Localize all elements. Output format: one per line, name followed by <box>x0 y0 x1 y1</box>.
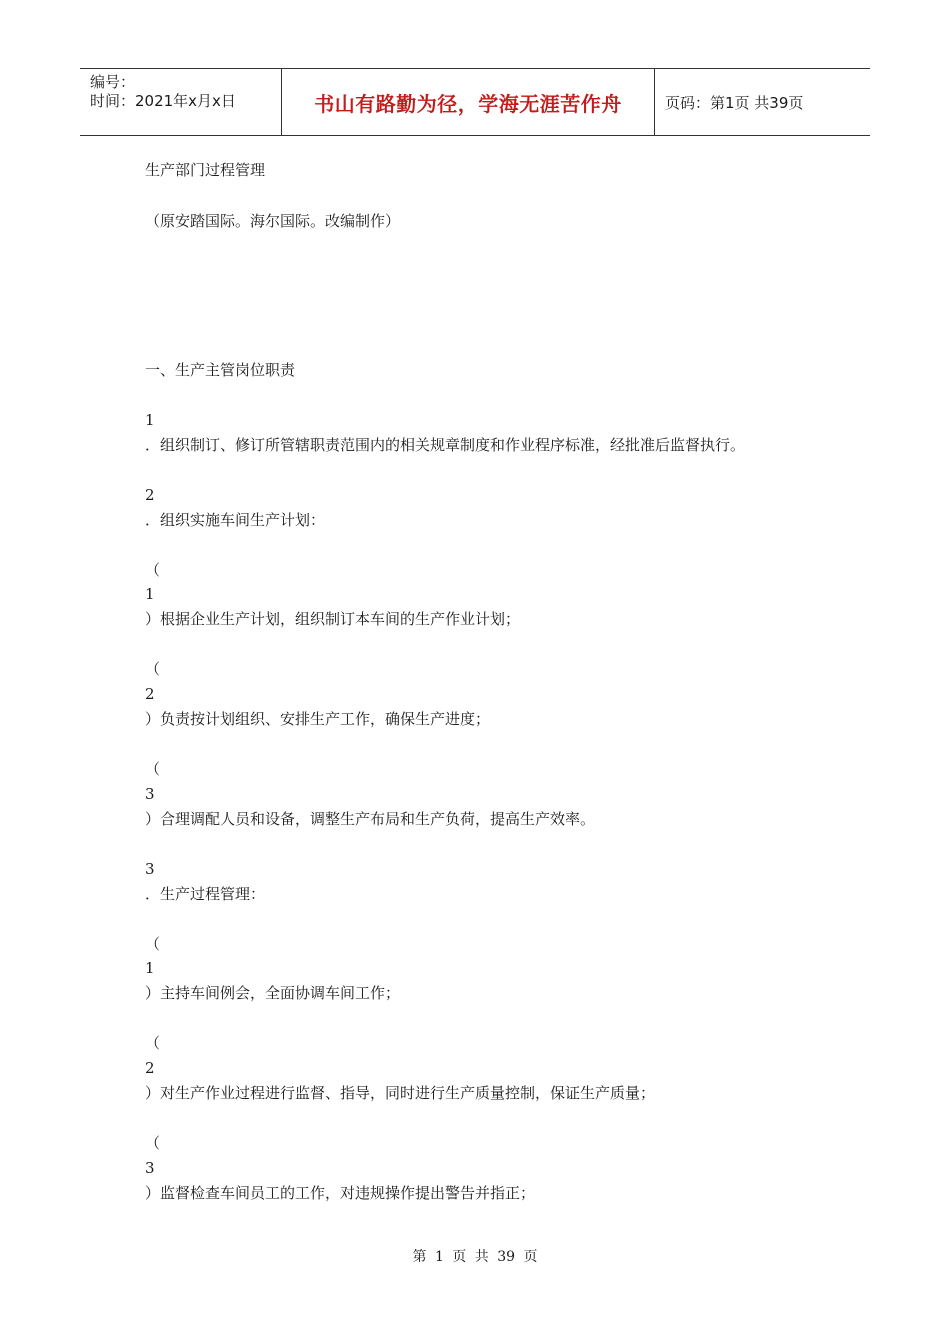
header-meta <box>80 69 282 135</box>
document-subtitle: （原安踏国际。海尔国际。改编制作） <box>145 212 401 230</box>
header-motto: 书山有路勤为径，学海无涯苦作舟 <box>314 91 622 116</box>
list-number: 2 <box>145 1059 155 1077</box>
list-item: ）负责按计划组织、安排生产工作，确保生产进度； <box>145 710 491 728</box>
list-number: 3 <box>145 860 155 878</box>
list-item: ．生产过程管理： <box>145 885 266 903</box>
header-page-info-cell <box>655 69 870 135</box>
list-item: ）监督检查车间员工的工作，对违规操作提出警告并指正； <box>145 1184 536 1202</box>
header-motto-cell <box>282 69 655 135</box>
document-title: 生产部门过程管理 <box>145 161 266 179</box>
list-item: ）主持车间例会，全面协调车间工作； <box>145 984 401 1002</box>
list-paren: （ <box>145 1034 161 1052</box>
list-paren: （ <box>145 660 161 678</box>
list-paren: （ <box>145 935 161 953</box>
list-number: 3 <box>145 1159 155 1177</box>
list-number: 2 <box>145 685 155 703</box>
list-number: 3 <box>145 785 155 803</box>
list-number: 2 <box>145 486 155 504</box>
page-footer <box>0 1246 950 1266</box>
list-item: ）合理调配人员和设备，调整生产布局和生产负荷，提高生产效率。 <box>145 810 596 828</box>
list-item: ）根据企业生产计划，组织制订本车间的生产作业计划； <box>145 610 521 628</box>
list-item: ）对生产作业过程进行监督、指导，同时进行生产质量控制，保证生产质量； <box>145 1084 656 1102</box>
list-paren: （ <box>145 561 161 579</box>
list-number: 1 <box>145 585 155 603</box>
list-paren: （ <box>145 760 161 778</box>
list-number: 1 <box>145 411 155 429</box>
footer-page-number: 第 1 页 共 39 页 <box>412 1249 538 1265</box>
header-page-info: 页码：第1页 共39页 <box>665 93 804 112</box>
list-paren: （ <box>145 1134 161 1152</box>
section-heading: 一、生产主管岗位职责 <box>145 361 296 379</box>
list-item: ．组织制订、修订所管辖职责范围内的相关规章制度和作业程序标准，经批准后监督执行。 <box>145 436 746 454</box>
list-number: 1 <box>145 959 155 977</box>
list-item: ．组织实施车间生产计划： <box>145 511 326 529</box>
document-number-label: 编号： <box>90 73 136 91</box>
page-header <box>80 68 870 136</box>
document-time-label: 时间：2021年x月x日 <box>90 92 236 110</box>
